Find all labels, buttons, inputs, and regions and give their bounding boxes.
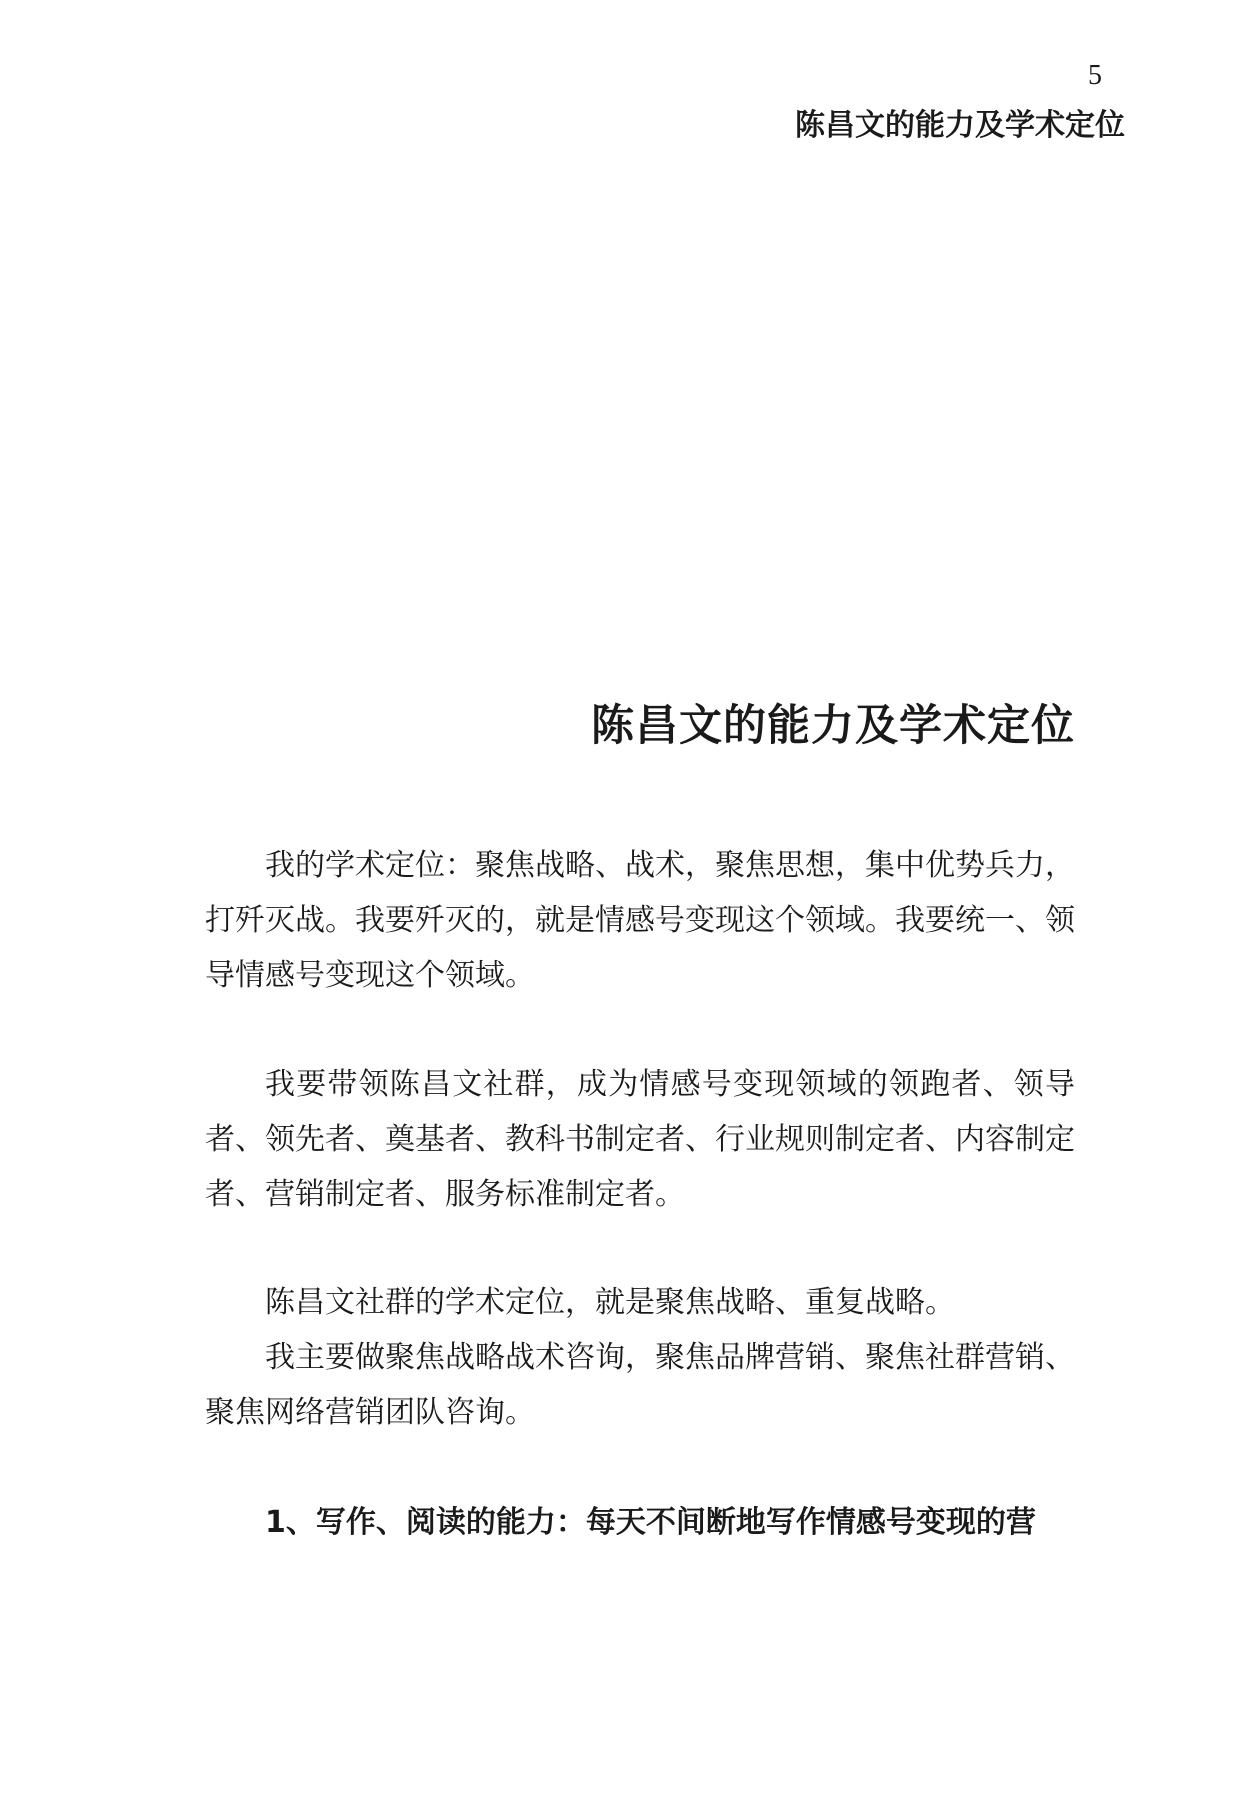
body-paragraph: 我主要做聚焦战略战术咨询，聚焦品牌营销、聚焦社群营销、聚焦网络营销团队咨询。 <box>205 1340 1075 1430</box>
running-header: 陈昌文的能力及学术定位 <box>795 108 1125 143</box>
page-number: 5 <box>1088 60 1102 91</box>
body-paragraph: 我要带领陈昌文社群，成为情感号变现领域的领跑者、领导者、领先者、奠基者、教科书制定者、行业规则制定者、内容制定者、营销制定者、服务标准制定者。 <box>205 1067 1075 1212</box>
chapter-title: 陈昌文的能力及学术定位 <box>591 700 1075 751</box>
body-paragraph: 我的学术定位：聚焦战略、战术，聚焦思想，集中优势兵力，打歼灭战。我要歼灭的，就是情感号变现这个领域。我要统一、领导情感号变现这个领域。 <box>205 848 1075 993</box>
section-heading: 1、写作、阅读的能力：每天不间断地写作情感号变现的营 <box>265 1505 1036 1540</box>
body-paragraph: 陈昌文社群的学术定位，就是聚焦战略、重复战略。 <box>265 1285 955 1320</box>
